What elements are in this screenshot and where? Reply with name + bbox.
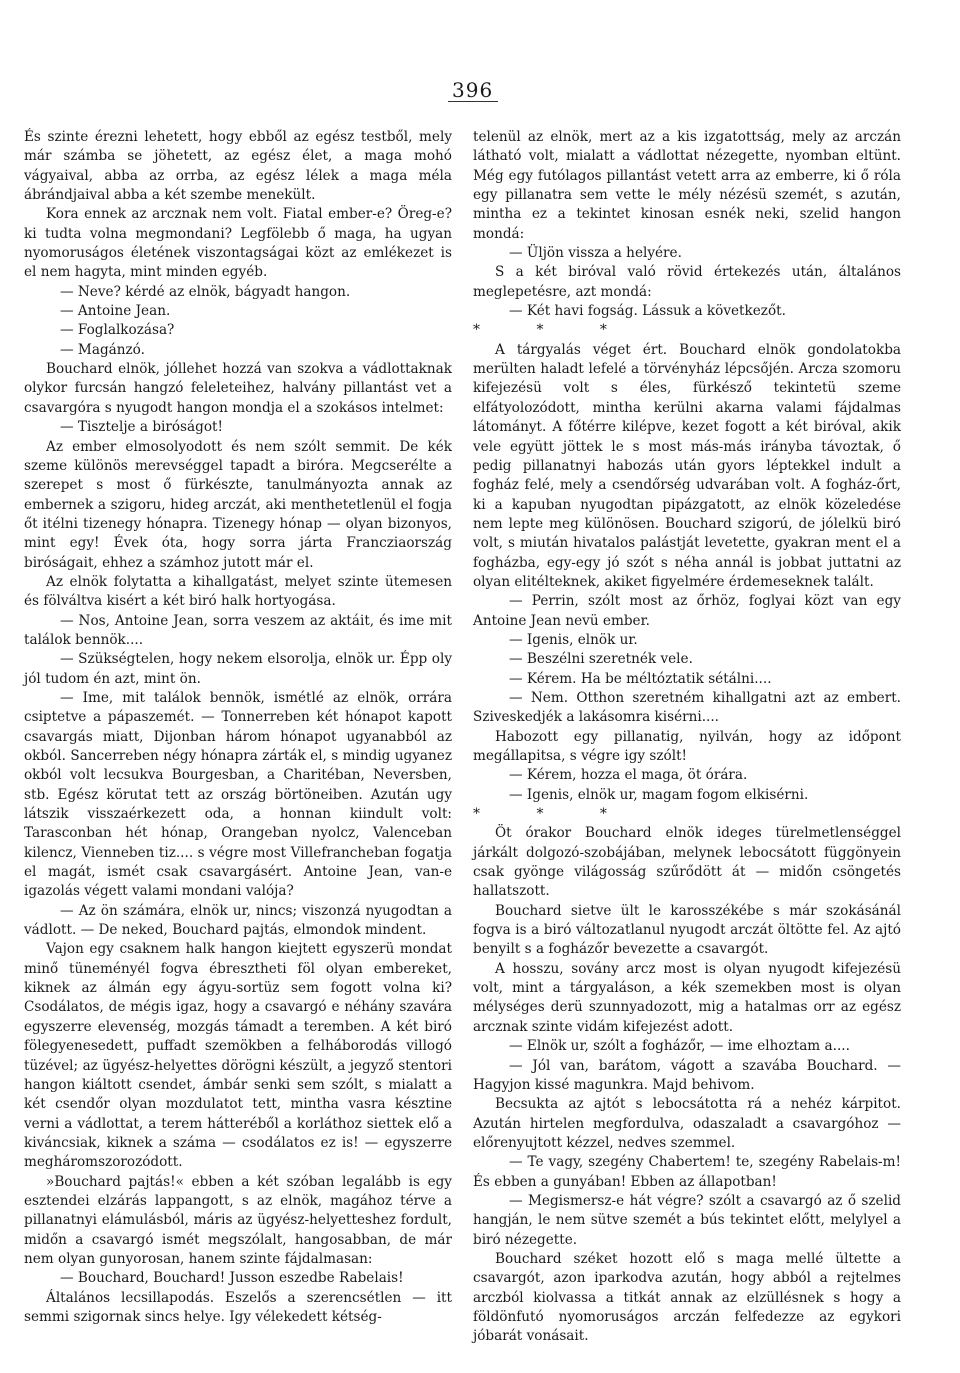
paragraph: »Bouchard pajtás!« ebben a két szóban legalább is egy esztendei elzárás lappangott, s az elnök, magához térve a pillanatnyi elámulásból, máris az ügyész-helyetteshez fordult, midőn a csavargó ismét megszólalt, hangosabban, de már nem olyan gunyorosan, hanem szinte fájdalmasan: [24,1173,452,1267]
paragraph: Általános lecsillapodás. Eszelős a szerencsétlen — itt semmi szigornak sincs helye. Igy vélekedett kétség- [24,1289,452,1325]
right-column [473,128,901,1347]
section-separator: * * * [473,322,633,339]
dialogue-line: — Beszélni szeretnék vele. [509,651,693,668]
dialogue-line: — Te vagy, szegény Chabertem! te, szegény Rabelais-m! És ebben a gunyában! Ebben az állapotban! [473,1154,901,1190]
dialogue-line: — Nos, Antoine Jean, sorra veszem az aktáit, és ime mit találok bennök.... [24,612,452,648]
dialogue-line: — Igenis, elnök ur. [509,631,638,648]
dialogue-line: — Igenis, elnök ur, magam fogom elkisérni. [509,786,809,803]
paragraph: Bouchard elnök, jóllehet hozzá van szokva a vádlottaknak olykor furcsán hangzó feleleteihez, halvány pillantást vet a csavargóra s nyugodt hangon mondja el a szokásos intelmet: [24,361,452,416]
dialogue-line: — Magánzó. [60,341,145,358]
paragraph: A hosszu, sovány arcz most is olyan nyugodt kifejezésü volt, mint a tárgyaláson, a kék szemekben most is olyan mélységes derü szunnyadozott, mig a hatalmas orr az egész arcznak szinte vidám kifejezést adott. [473,960,901,1035]
dialogue-line: — Szükségtelen, hogy nekem elsorolja, elnök ur. Épp oly jól tudom én azt, mint ön. [24,651,452,687]
dialogue-line: — Az ön számára, elnök ur, nincs; viszonzá nyugodtan a vádlott. — De neked, Bouchard pajtás, elmondok mindent. [24,902,452,939]
paragraph: Habozott egy pillanatig, nyilván, hogy az időpont megállapitsa, s végre igy szólt! [473,728,901,764]
paragraph: Az elnök folytatta a kihallgatást, melyet szinte ütemesen és fölváltva kisért a két biró halk hortyogása. [24,573,452,610]
dialogue-line: — Elnök ur, szólt a fogházőr, — ime elhoztam a.... [509,1038,850,1055]
dialogue-line: — Két havi fogság. Lássuk a következőt. [509,303,786,320]
paragraph: S a két biróval való rövid értekezés után, általános meglepetésre, azt mondá: [473,264,901,300]
dialogue-line: — Perrin, szólt most az őrhöz, foglyai közt van egy Antoine Jean nevü ember. [473,593,901,629]
section-separator: * * * [473,806,633,823]
paragraph: telenül az elnök, mert az a kis izgatottság, mely az arczán látható volt, mialatt a vádlottat nézegette, nyomban eltünt. Még egy futólagos pillantást vetett arra az emberre, ki ő róla egy pillanatra sem vette le mély nézésü szemét, s azután, mintha ez a tekintet kinosan esnék neki, szelid hangon mondá: [473,129,901,242]
dialogue-line: — Antoine Jean. [60,303,171,320]
paragraph: Vajon egy csaknem halk hangon kiejtett egyszerü mondat minő tüneményél fogva ébresztheti föl olyan embereket, kiknek az álmán egy ágyu-sortüz sem fogott volna ki? Csodálatos, de mégis igaz, hogy a csavargó e néhány szavára egyszerre elevenség, mozgás támadt a teremben. A két biró fölegyenesedett, puffadt szemökben a felháborodás villogó tüzével; az ügyész-helyettes dörögni készült, a jegyző stentori hangon kiáltott csendet, ámbár senki sem szólt, s mialatt a két csendőr olyan mozdulatot tett, mintha vasra késztine verni a vádlottat, a terem hátteréből a korláthoz siettek elő a kiváncsiak, kiknek a száma — csodálatos ez is! — egyszerre megháromszorozódott. [24,941,452,1171]
dialogue-line: — Ime, mit találok bennök, ismétlé az elnök, orrára csiptetve a pápaszemét. — Tonnerreben két hónapot kapott csavargás miatt, Dijonban három hónapot ugyanabból az okból. Sancerreben négy hónapra zárták el, s mindig ugyanez okból volt lecsukva Bourgesban, a Charitéban, Neversben, stb. Egész körutat tett az ország börtöneiben. Azután ugy látszik visszaérkezett oda, a honnan kiindult volt: Tarasconban hét hónap, Orangeban nyolcz, Valenceban kilencz, Vienneben tiz.... s végre most Villefrancheban fogatja el magát, ismét csak csavargásért. Antoine Jean, van-e igazolás végett valami mondani valója? [24,689,452,900]
dialogue-line: — Kérem. Ha be méltóztatik sétálni.... [509,670,772,687]
dialogue-line: — Kérem, hozza el maga, öt órára. [509,767,748,784]
dialogue-line: — Foglalkozása? [60,322,175,339]
dialogue-line: — Tisztelje a biróságot! [60,419,223,436]
dialogue-line: — Neve? kérdé az elnök, bágyadt hangon. [60,283,351,300]
paragraph: És szinte érezni lehetett, hogy ebből az egész testből, mely már számba se jöhetett, az egész élet, a maga mohó vágyaival, abba az orrba, az egész lélek a maga méla ábrándjaival abba a két szembe menekült. [24,129,452,204]
paragraph: A tárgyalás véget ért. Bouchard elnök gondolatokba merülten haladt lefelé a törvényház lépcsőjén. Arcza szomoru kifejezésü volt s éles, fürkésző tekintetü szeme elfátyolozódott, mintha kerülni akarna valami fájdalmas látományt. A főtérre kilépve, kezet fogott a két biróval, akik vele együtt jöttek le s most más-más irányba távoztak, ő pedig pillanatnyi habozás után gyors léptekkel indult a fogház felé, mely a csendőrség udvarában volt. A fogház-őrt, ki a kapuban nyugodtan pipázgatott, az elnök közeledése nem lepte meg különösen. Bouchard szigorú, de jólelkü biró volt, s miután hivatalos palástját levetette, gyakran ment el a fogházba, egy-egy jó szót s néha annál is jobbat juttatni az olyan elitélteknek, akiket figyelmére érdemeseknek talált. [473,341,901,590]
paragraph: Öt órakor Bouchard elnök ideges türelmetlenséggel járkált dolgozó-szobájában, melynek lebocsátott függönyein csak gyönge világosság szűrődött át — midőn csöngetés hallatszott. [473,825,901,900]
dialogue-line: — Nem. Otthon szeretném kihallgatni azt az embert. Sziveskedjék a lakásomra kisérni.... [473,689,901,726]
left-column [24,128,452,1327]
paragraph: Kora ennek az arcznak nem volt. Fiatal ember-e? Öreg-e? ki tudta volna megmondani? Legfölebb ő maga, ha ugyan nyomoruságos életének viszontagságai közt az emlékezet is el nem hagyta, mint minden egyéb. [24,206,452,281]
page-number-rule [448,101,498,102]
dialogue-line: — Bouchard, Bouchard! Jusson eszedbe Rabelais! [60,1270,404,1287]
page-number: 396 [452,78,494,102]
dialogue-line: — Jól van, barátom, vágott a szavába Bouchard. — Hagyjon kissé magunkra. Majd behivom. [473,1057,901,1093]
paragraph: Bouchard széket hozott elő s maga mellé ültette a csavargót, azon iparkodva azután, hogy abból a rejtelmes arczból kiolvassa a titkát annak az elzüllésnek s hogy a földönfutó nyomoruságos arczán felfedezze az egykori jóbarát vonásait. [473,1250,901,1345]
dialogue-line: — Üljön vissza a helyére. [509,245,682,262]
paragraph: Becsukta az ajtót s lebocsátotta rá a nehéz kárpitot. Azután hirtelen megfordulva, odaszaladt a csavargóhoz — előrenyujtott kézzel, nedves szemmel. [473,1096,901,1151]
paragraph: Az ember elmosolyodott és nem szólt semmit. De kék szeme különös merevséggel tapadt a biróra. Megcserélte a szerepet s most ő fürkészte, tanulmányozta annak az embernek a szigoru, hideg arczát, aki menthetetlenül el fogja őt itélni tizenegy hónapra. Tizenegy hónap — olyan bizonyos, mint egy! Évek óta, hogy sorra járta Francziaország biróságait, ehhez a számhoz jutott már el. [24,438,452,571]
paragraph: Bouchard sietve ült le karosszékébe s már szokásánál fogva is a biró változatlanul nyugodt arczát öltötte fel. Az ajtó benyilt s a fogházőr bevezette a csavargót. [473,902,901,958]
dialogue-line: — Megismersz-e hát végre? szólt a csavargó az ő szelid hangján, le nem sütve szemét a bús tekintet előtt, melylyel a biró nézegette. [473,1192,901,1248]
